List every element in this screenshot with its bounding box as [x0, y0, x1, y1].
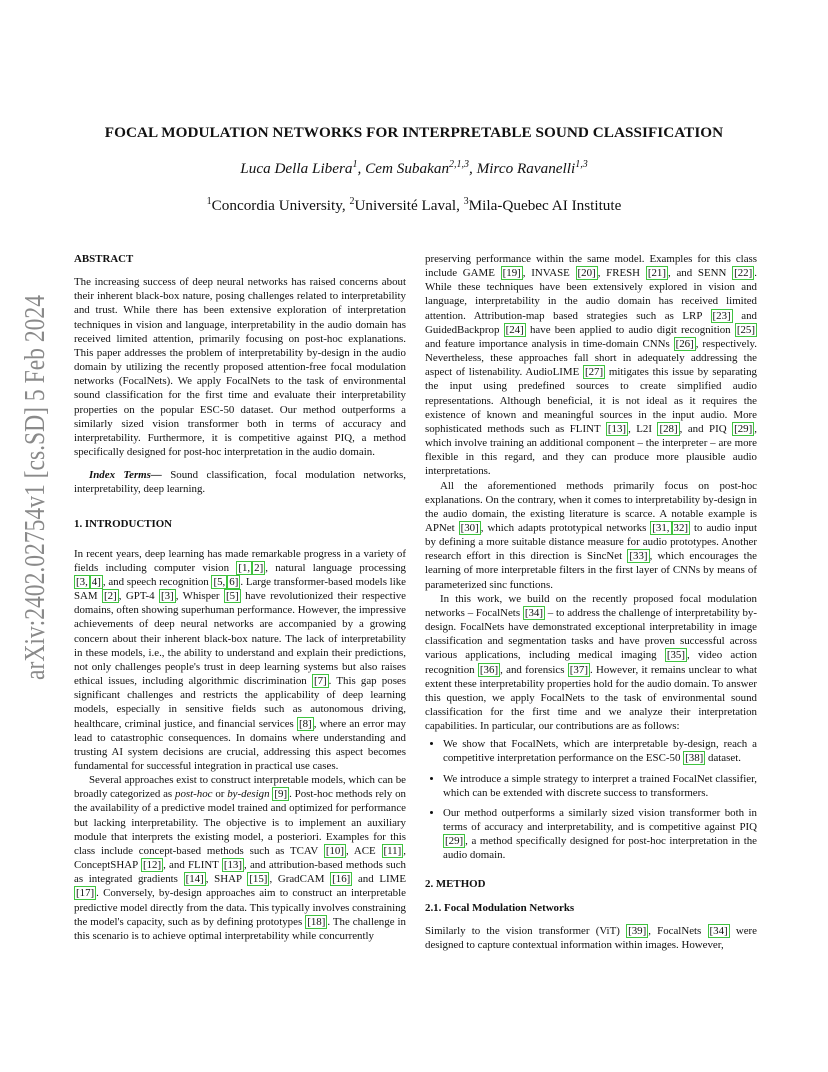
- author-name: Cem Subakan: [365, 160, 450, 177]
- section-heading-introduction: 1. INTRODUCTION: [74, 517, 173, 530]
- citation-link[interactable]: [23]: [712, 309, 731, 322]
- citation-link[interactable]: [12]: [142, 859, 162, 872]
- text-run: , L2I: [628, 422, 658, 435]
- body-paragraph: [425, 924, 757, 952]
- text-run: , and attribution-based methods such as integrated gradients: [74, 859, 406, 886]
- text-run: , ACE: [346, 844, 382, 857]
- text-run: , which adapts prototypical networks: [480, 521, 651, 534]
- index-terms-label: Index Terms—: [89, 469, 162, 482]
- left-column: [74, 252, 406, 943]
- citation-link[interactable]: 32]: [673, 521, 689, 534]
- text-run: . This gap poses significant challenges and restricts the applicability of deep learning models, especially in sensitive fields such as autonomous driving, healthcare, criminal justice, and financial services: [74, 675, 406, 730]
- author-name: Mirco Ravanelli: [476, 160, 576, 177]
- citation-link[interactable]: [34]: [524, 606, 543, 619]
- citation-link[interactable]: 2]: [254, 561, 264, 574]
- author-affiliation-mark: 2,1,3: [449, 158, 470, 170]
- text-run: Several approaches exist to construct interpretable models, which can be broadly categorized as: [74, 774, 406, 801]
- citation-link[interactable]: [30]: [460, 521, 479, 534]
- text-run: dataset.: [705, 752, 741, 765]
- text-run: have been applied to audio digit recognition: [525, 323, 735, 336]
- citation-link[interactable]: [26]: [675, 337, 694, 350]
- text-run: , FRESH: [597, 267, 646, 280]
- citation-link[interactable]: [15]: [249, 873, 268, 886]
- text-run: , and speech recognition: [102, 575, 212, 588]
- paper-title: FOCAL MODULATION NETWORKS FOR INTERPRETABLE SOUND CLASSIFICATION: [104, 124, 724, 141]
- citation-link[interactable]: [20]: [577, 267, 596, 280]
- text-run: , natural language processing: [265, 561, 406, 574]
- citation-link[interactable]: [21]: [647, 267, 666, 280]
- citation-link[interactable]: [13]: [223, 859, 243, 872]
- citation-link[interactable]: [37]: [569, 663, 588, 676]
- author-affiliation-mark: 1: [352, 158, 358, 170]
- text-run: , FocalNets: [648, 924, 708, 937]
- subsection-heading: 2.1. Focal Modulation Networks: [425, 901, 575, 914]
- text-run: and feature importance analysis in time-domain CNNs: [425, 337, 674, 350]
- text-run: . While these techniques have been extensively explored in vision and language, interpretability in the audio domain has received limited attention. Attribution-map based strategies such as LRP: [425, 267, 757, 322]
- author-affiliation-mark: 1,3: [575, 158, 588, 170]
- text-run: , ConceptSHAP: [74, 844, 406, 872]
- citation-link[interactable]: [5]: [226, 590, 239, 603]
- text-run: We introduce a simple strategy to interpret a trained FocalNet classifier, which can be extended with discrete success to transformers.: [443, 772, 757, 799]
- text-run: Similarly to the vision transformer (ViT): [425, 924, 627, 937]
- citation-link[interactable]: [3]: [161, 590, 174, 603]
- affiliation-name: Mila-Quebec AI Institute: [468, 197, 622, 214]
- section-heading-method: 2. METHOD: [425, 877, 486, 890]
- citation-link[interactable]: [22]: [734, 267, 753, 280]
- affiliation-mark: 3: [463, 195, 469, 207]
- citation-link[interactable]: [35]: [666, 649, 685, 662]
- citation-link[interactable]: [29]: [734, 422, 753, 435]
- body-paragraph: [425, 252, 757, 479]
- citation-link[interactable]: [38]: [685, 752, 704, 765]
- arxiv-identifier-stamp: [14, 206, 54, 680]
- text-run: were designed to capture contextual information within images. However,: [425, 924, 758, 952]
- citation-link[interactable]: [18]: [307, 915, 326, 928]
- citation-link[interactable]: [33]: [629, 550, 648, 563]
- citation-link[interactable]: [9]: [274, 788, 288, 801]
- citation-link[interactable]: [7]: [313, 675, 327, 688]
- abstract-heading: ABSTRACT: [74, 253, 134, 265]
- affiliation-name: Concordia University,: [211, 197, 350, 214]
- citation-link[interactable]: [16]: [332, 873, 351, 886]
- text-run: Our method outperforms a similarly sized vision transformer both in terms of accuracy and interpretability, and is competitive against PIQ: [443, 806, 757, 834]
- text-run: to audio input by defining a more suitable distance measure for audio prototypes. Another research effort in this direction is SincNet: [425, 521, 757, 563]
- text-run: , and SENN: [667, 267, 733, 280]
- text-run: , which encourages the learning of more interpretable filters in the first layer of CNNs by means of parameterized sinc functions.: [425, 550, 757, 591]
- text-run: , and FLINT: [163, 859, 222, 872]
- contribution-item: [443, 737, 757, 765]
- text-run: mitigates this issue by separating the input using predefined sources to create simplified audio representations. Although beneficial, it is not ideal as it requires the existence of known and meaningful sources in the input audio. More sophisticated methods such as FLINT: [425, 366, 757, 435]
- intro-paragraph-2: [74, 773, 406, 943]
- citation-link[interactable]: [39]: [628, 924, 647, 937]
- text-run: . Conversely, by-design approaches aim to construct an interpretable predictive model directly from the data. This typically involves constraining the model's capacity, such as by defining prototypes: [74, 887, 406, 928]
- text-run: – to address the challenge of interpretability by-design. FocalNets have demonstrated exceptional interpretability in image classification and segmentation tasks and have proven successful across various applications, including medical imaging: [425, 606, 757, 662]
- arxiv-stamp-svg: [14, 206, 54, 680]
- citation-link[interactable]: [19]: [502, 267, 521, 280]
- author-list: Luca Della Libera$^1$, Cem Subakan$^{2,1,3}$, Mirco Ravanelli$^{1,3}$: [240, 158, 588, 177]
- text-run: . Large transformer-based models like SAM: [74, 575, 406, 603]
- citation-link[interactable]: [25]: [736, 323, 755, 336]
- text-run: and GuidedBackprop: [425, 309, 757, 336]
- citation-link[interactable]: [31,: [652, 521, 670, 534]
- citation-link[interactable]: [2]: [104, 590, 117, 603]
- citation-link[interactable]: [28]: [659, 422, 678, 435]
- citation-link[interactable]: [1,: [238, 561, 251, 574]
- contribution-item: [443, 806, 757, 863]
- contributions-list: [425, 737, 757, 862]
- intro-paragraph-1: [74, 547, 406, 774]
- text-run: . However, it remains unclear to what extent these interpretability properties hold for the audio domain. To answer this question, we apply FocalNets to the task of environmental sound classification for the first time and we analyze their interpretation capabilities. In particular, our contributions are as follows:: [425, 663, 757, 733]
- author-name: Luca Della Libera: [240, 160, 353, 177]
- text-run: All the aforementioned methods primarily focus on post-hoc explanations. On the contrary, when it comes to interpretability by-design in the audio domain, the existing literature is scarce. A notable example is APNet: [425, 479, 757, 534]
- body-paragraph: [425, 479, 757, 592]
- citation-link[interactable]: [34]: [709, 924, 728, 937]
- contribution-item: [443, 772, 757, 800]
- text-run: . The challenge in this scenario is to achieve optimal interpretability while concurrently: [74, 915, 407, 942]
- citation-link[interactable]: [27]: [584, 366, 604, 379]
- index-terms-text: Sound classification, focal modulation networks, interpretability, deep learning.: [74, 469, 406, 496]
- citation-link[interactable]: [3,: [76, 575, 88, 588]
- affiliation-mark: 1: [206, 195, 212, 207]
- citation-link[interactable]: [17]: [76, 887, 95, 900]
- citation-link[interactable]: [8]: [298, 717, 312, 730]
- text-run: , where an error may lead to catastrophic consequences. In domains where understanding and trusting AI system decisions are crucial, addressing this aspect becomes fundamental for successful integration in practical use cases.: [74, 717, 406, 772]
- text-run: or: [212, 788, 228, 801]
- index-terms: [74, 468, 406, 496]
- affiliation-mark: 2: [349, 195, 355, 207]
- citation-link[interactable]: [29]: [445, 835, 464, 848]
- text-run: We show that FocalNets, which are interpretable by-design, reach a competitive interpretation performance on the ESC-50: [443, 738, 757, 765]
- text-run: have revolutionized their respective domains, often showing superhuman performance. However, the impressive achievements of deep neural networks are accompanied by a growing concern about their inherent black-box nature. The lack of interpretability in these models, i.e., the ability to understand and explain their predictions, not only challenges people's trust in deep learning systems but also raises ethical issues, including algorithmic discrimination: [74, 590, 407, 688]
- text-run: In this work, we build on the recently proposed focal modulation networks – FocalNets: [425, 592, 757, 619]
- text-run: , INVASE: [522, 267, 576, 280]
- right-column: [425, 252, 757, 952]
- affiliations: [0, 197, 828, 215]
- text-run: , and PIQ: [679, 422, 733, 435]
- text-run: preserving performance within the same model. Examples for this class include GAME: [425, 253, 757, 280]
- text-run: , respectively. Nevertheless, these approaches fall short in adequately addressing the aspect of listenability. AudioLIME: [425, 337, 758, 379]
- text-run: , GradCAM: [269, 873, 331, 886]
- text-run: , GPT-4: [118, 590, 159, 603]
- citation-link[interactable]: 4]: [91, 575, 101, 588]
- arxiv-stamp-text: arXiv:2402.02754v1 [cs.SD] 5 Feb 2024: [19, 206, 51, 680]
- citation-link[interactable]: 6]: [229, 575, 239, 588]
- citation-link[interactable]: [24]: [505, 323, 524, 336]
- text-run: and LIME: [352, 873, 406, 886]
- text-run: , which involve training an additional component – the interpreter – are more flexible in this regard, and they can produce more plausible audio interpretations.: [425, 422, 757, 478]
- citation-link[interactable]: [36]: [479, 663, 499, 676]
- citation-link[interactable]: [14]: [185, 873, 204, 886]
- emphasis-text: by-design: [227, 788, 270, 801]
- text-run: , Whisper: [175, 590, 224, 603]
- citation-link[interactable]: [10]: [325, 844, 345, 857]
- citation-link[interactable]: [5,: [213, 575, 226, 588]
- text-run: , video action recognition: [425, 649, 757, 676]
- text-run: . Post-hoc methods rely on the availability of a predictive model trained and optimized for performance but lacking interpretability. The objective is to implement an auxiliary module that interprets the existing model, a posteriori. Examples for this class include concept-based methods such as TCAV: [74, 788, 406, 857]
- citation-link[interactable]: [13]: [607, 422, 627, 435]
- text-run: , SHAP: [205, 873, 248, 886]
- abstract-text: The increasing success of deep neural networks has raised concerns about their inherent black-box nature, posing challenges related to interpretability and trust. While there has been extensive exploration of interpretation techniques in vision and language, interpretability in the audio domain has received limited attention, primarily focusing on post-hoc explanations. This paper addresses the problem of interpretability by-design in the audio domain by utilizing the recently proposed attention-free focal modulation networks (FocalNets). We apply FocalNets to the task of environmental sound classification for the first time and evaluate their interpretability properties on the popular ESC-50 dataset. Our method outperforms a similarly sized vision transformer both in terms of accuracy and interpretability. Furthermore, it is competitive against PIQ, a method specifically designed for post-hoc interpretation in the audio domain.: [74, 276, 406, 459]
- text-run: , and forensics: [500, 663, 568, 676]
- text-run: In recent years, deep learning has made remarkable progress in a variety of fields including computer vision: [74, 547, 406, 574]
- text-run: , a method specifically designed for post-hoc interpretation in the audio domain.: [443, 835, 757, 862]
- citation-link[interactable]: [11]: [383, 844, 402, 857]
- affiliation-name: Université Laval,: [354, 197, 464, 214]
- body-paragraph: [425, 592, 757, 734]
- emphasis-text: post-hoc: [175, 788, 213, 801]
